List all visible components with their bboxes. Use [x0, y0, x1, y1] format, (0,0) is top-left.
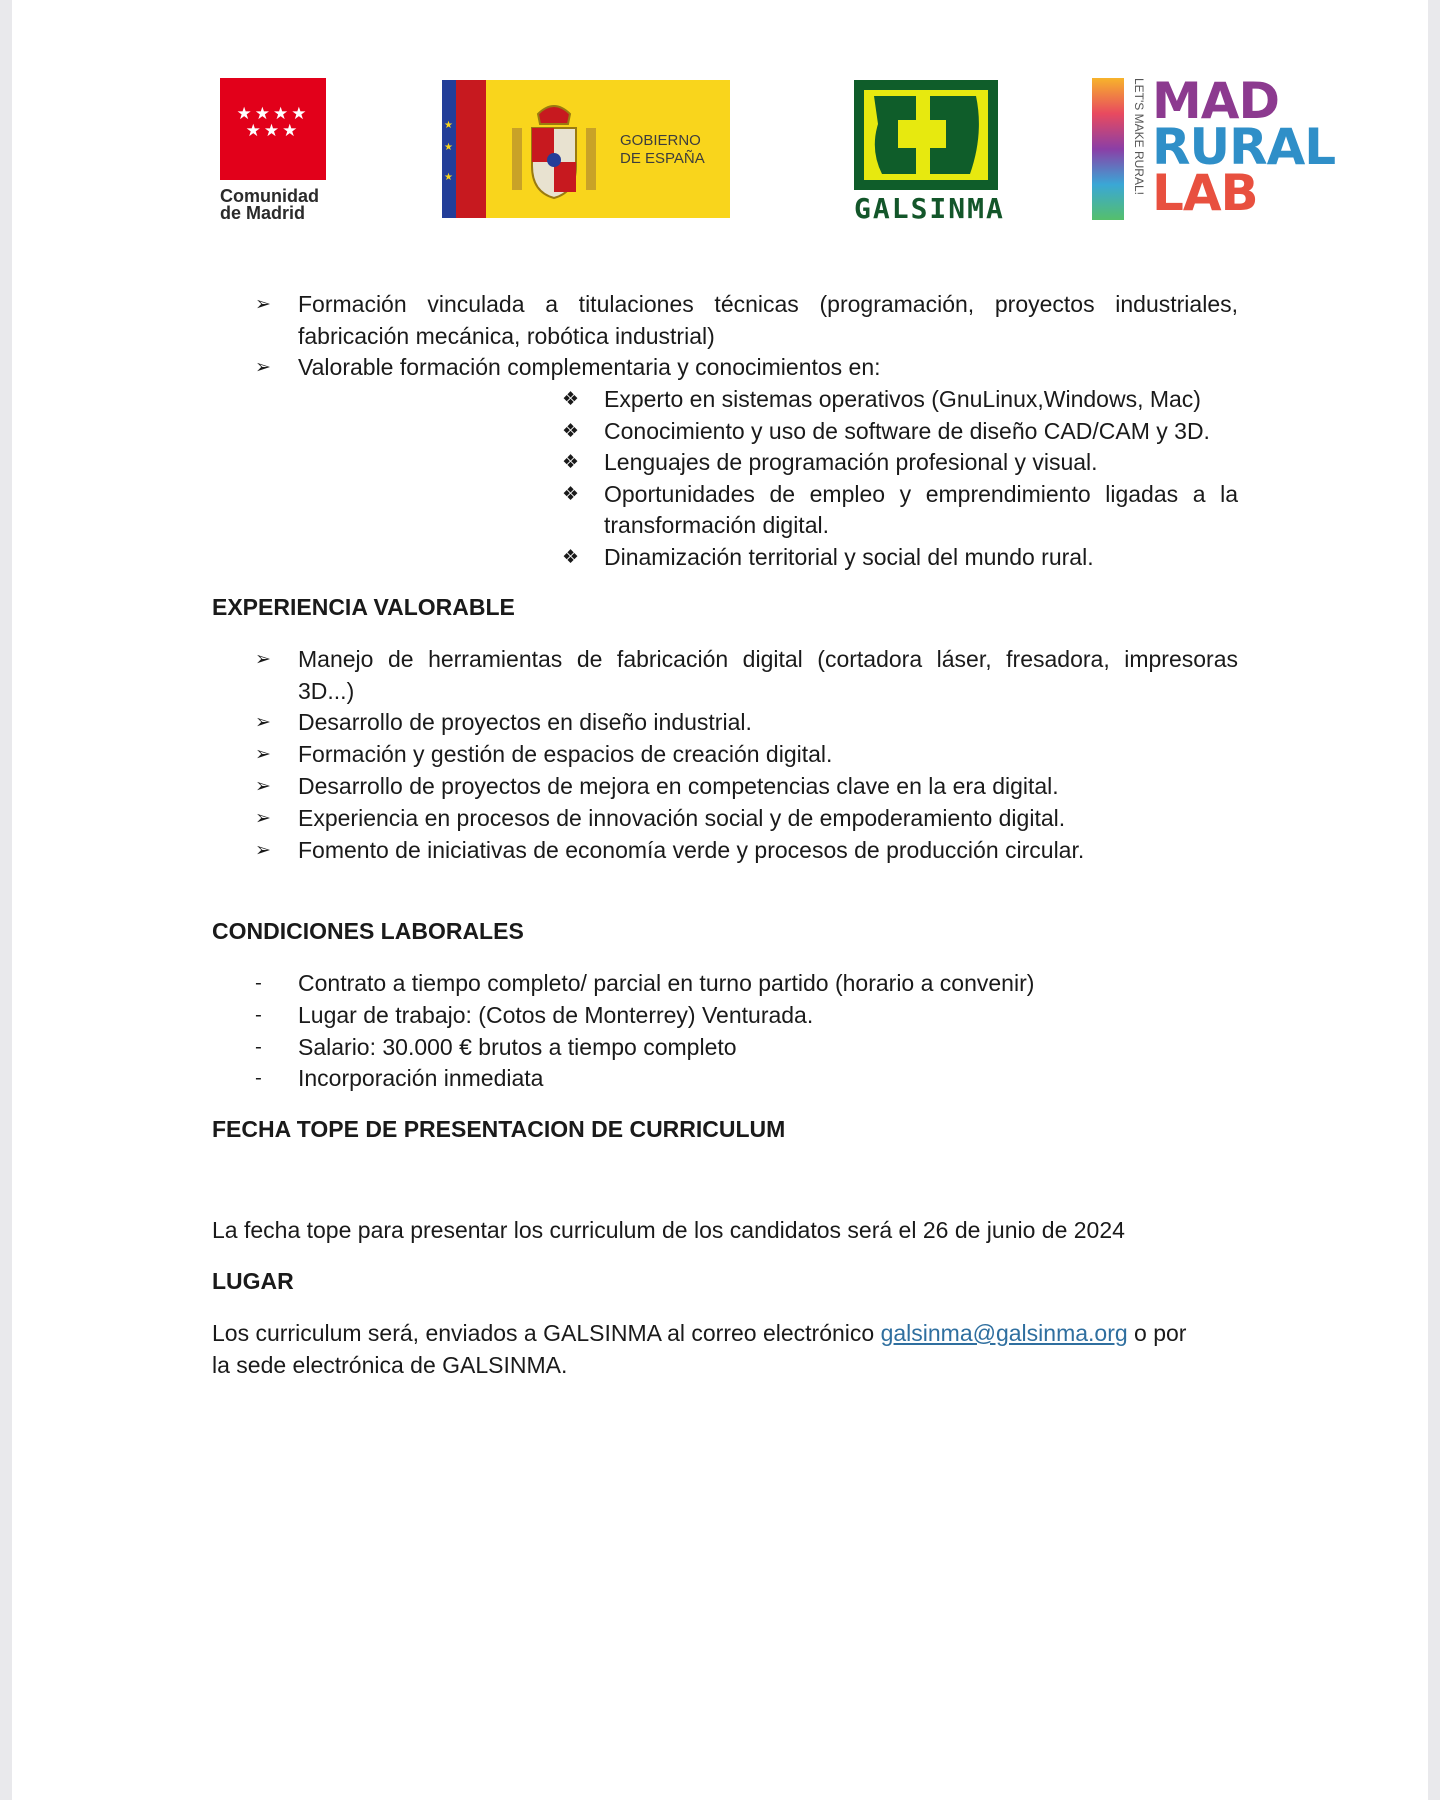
condicion-item-3: Salario: 30.000 € brutos a tiempo completo	[298, 1034, 737, 1060]
eu-flag-strip: ★ ★ ★	[442, 80, 456, 218]
logo-header	[12, 0, 1428, 240]
lugar-text-after: o por	[1127, 1320, 1187, 1346]
arrow-bullet-icon: ➢	[255, 775, 271, 797]
experiencia-item-1-line2: 3D...)	[298, 678, 355, 704]
arrow-bullet-icon: ➢	[255, 356, 271, 378]
email-link[interactable]: galsinma@galsinma.org	[880, 1320, 1128, 1346]
coat-of-arms-icon	[508, 100, 600, 204]
condicion-item-4: Incorporación inmediata	[298, 1065, 544, 1091]
dash-bullet: -	[255, 1067, 262, 1089]
arrow-bullet-icon: ➢	[255, 807, 271, 829]
experiencia-item-4: Desarrollo de proyectos de mejora en competencias clave en la era digital.	[298, 773, 1059, 799]
formacion-item-2: Valorable formación complementaria y conocimientos en:	[298, 354, 881, 380]
lugar-text-line1	[212, 1317, 1186, 1349]
madrural-word-mad: MAD	[1152, 72, 1279, 130]
condiciones-heading: CONDICIONES LABORALES	[212, 918, 524, 944]
experiencia-heading: EXPERIENCIA VALORABLE	[212, 594, 515, 620]
galsinma-logo	[854, 80, 1005, 226]
gobierno-line2: DE ESPAÑA	[620, 150, 705, 167]
experiencia-item-6: Fomento de iniciativas de economía verde y procesos de producción circular.	[298, 837, 1085, 863]
diamond-bullet-icon: ❖	[562, 546, 580, 568]
madrural-tagline: LET'S MAKE RURAL!	[1132, 78, 1146, 195]
document-page	[12, 0, 1428, 1800]
experiencia-item-3: Formación y gestión de espacios de creación digital.	[298, 741, 833, 767]
dash-bullet: -	[255, 972, 262, 994]
dash-bullet: -	[255, 1004, 262, 1026]
gobierno-line1: GOBIERNO	[620, 132, 701, 149]
conocimiento-item-4-line1: Oportunidades de empleo y emprendimiento ligadas a la	[604, 481, 1238, 507]
arrow-bullet-icon: ➢	[255, 839, 271, 861]
experiencia-item-2: Desarrollo de proyectos en diseño industrial.	[298, 709, 752, 735]
madrid-stars-icon: ★★★★ ★★★	[236, 104, 310, 141]
comunidad-madrid-logo	[220, 78, 360, 228]
madrural-word-lab: LAB	[1152, 164, 1258, 222]
madrural-word-rural: RURAL	[1152, 118, 1336, 176]
lugar-text-before: Los curriculum será, enviados a GALSINMA al correo electrónico	[212, 1320, 881, 1346]
formacion-item-1-line2: fabricación mecánica, robótica industrial)	[298, 323, 715, 349]
arrow-bullet-icon: ➢	[255, 711, 271, 733]
mad-rural-lab-logo	[1092, 72, 1336, 224]
experiencia-item-1-line1: Manejo de herramientas de fabricación digital (cortadora láser, fresadora, impresoras	[298, 646, 1238, 672]
conocimiento-item-3: Lenguajes de programación profesional y visual.	[604, 449, 1098, 475]
condicion-item-1: Contrato a tiempo completo/ parcial en turno partido (horario a convenir)	[298, 970, 1035, 996]
condicion-item-2: Lugar de trabajo: (Cotos de Monterrey) Venturada.	[298, 1002, 814, 1028]
fecha-heading: FECHA TOPE DE PRESENTACION DE CURRICULUM	[212, 1116, 786, 1142]
diamond-bullet-icon: ❖	[562, 451, 580, 473]
diamond-bullet-icon: ❖	[562, 388, 580, 410]
galsinma-map-icon	[864, 90, 988, 180]
arrow-bullet-icon: ➢	[255, 648, 271, 670]
conocimiento-item-5: Dinamización territorial y social del mundo rural.	[604, 544, 1094, 570]
experiencia-item-5: Experiencia en procesos de innovación social y de empoderamiento digital.	[298, 805, 1066, 831]
gobierno-espana-logo	[442, 80, 730, 218]
gradient-bar	[1092, 78, 1124, 220]
arrow-bullet-icon: ➢	[255, 293, 271, 315]
madrid-logo-line1: Comunidad	[220, 186, 319, 206]
conocimiento-item-1: Experto en sistemas operativos (GnuLinux,Windows, Mac)	[604, 386, 1201, 412]
galsinma-name: GALSINMA	[854, 192, 1005, 225]
lugar-heading: LUGAR	[212, 1268, 294, 1294]
dash-bullet: -	[255, 1036, 262, 1058]
madrid-logo-line2: de Madrid	[220, 203, 306, 223]
diamond-bullet-icon: ❖	[562, 483, 580, 505]
conocimiento-item-2: Conocimiento y uso de software de diseño CAD/CAM y 3D.	[604, 418, 1210, 444]
fecha-text: La fecha tope para presentar los curriculum de los candidatos será el 26 de junio de 2024	[212, 1217, 1125, 1243]
lugar-text-line2: la sede electrónica de GALSINMA.	[212, 1352, 568, 1378]
diamond-bullet-icon: ❖	[562, 420, 580, 442]
formacion-item-1-line1: Formación vinculada a titulaciones técnicas (programación, proyectos industriales,	[298, 291, 1238, 317]
arrow-bullet-icon: ➢	[255, 743, 271, 765]
conocimiento-item-4-line2: transformación digital.	[604, 512, 829, 538]
